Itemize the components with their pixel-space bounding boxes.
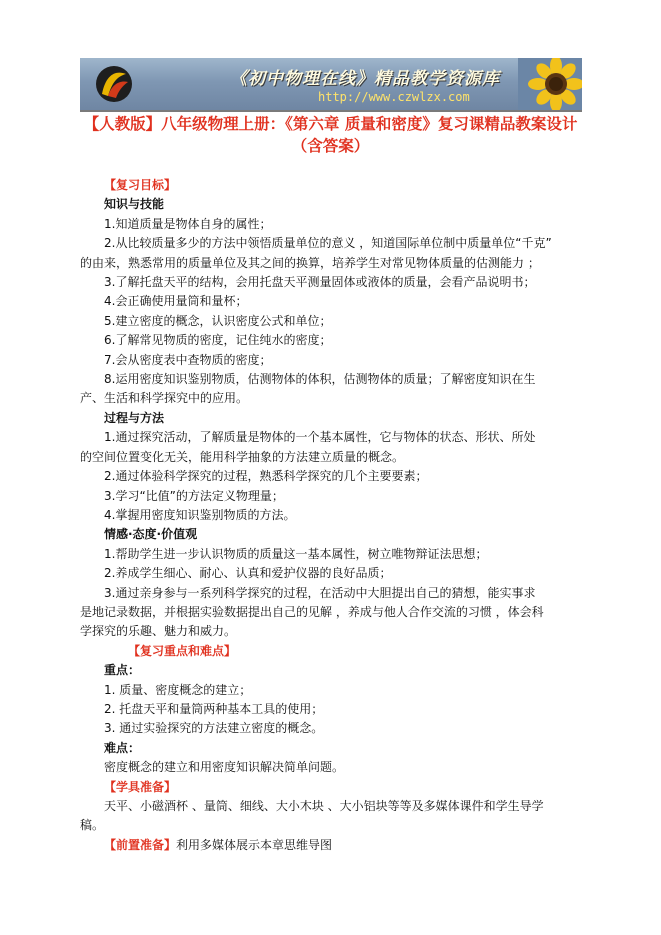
- goals-heading: 【复习目标】: [104, 178, 177, 192]
- pre-prep-text: 利用多媒体展示本章思维导图: [176, 837, 333, 852]
- site-logo-icon: [94, 64, 134, 104]
- emotion-heading: 情感·态度·价值观: [104, 527, 198, 542]
- knowledge-item: 7.会从密度表中查物质的密度；: [104, 352, 272, 367]
- focus-item: 2. 托盘天平和量筒两种基本工具的使用；: [104, 701, 324, 716]
- knowledge-item: 2.从比较质量多少的方法中领悟质量单位的意义 ，知道国际单位制中质量单位“千克”: [104, 236, 552, 251]
- difficulty-heading: 难点：: [104, 740, 141, 755]
- tools-heading: 【学具准备】: [104, 779, 177, 794]
- pre-prep-heading: 【前置准备】: [104, 837, 177, 852]
- banner-divider: [80, 110, 582, 112]
- knowledge-item-cont: 的由来，熟悉常用的质量单位及其之间的换算，培养学生对常见物体质量的估测能力 ；: [80, 255, 540, 270]
- title-line-1: 【人教版】八年级物理上册：《第六章 质量和密度》复习课精品教案设计: [83, 115, 578, 133]
- knowledge-item: 4.会正确使用量筒和量杯；: [104, 294, 248, 309]
- emotion-item: 2.养成学生细心、耐心、认真和爱护仪器的良好品质；: [104, 566, 392, 581]
- knowledge-item: 8.运用密度知识鉴别物质，估测物体的体积，估测物体的质量；了解密度知识在生: [104, 372, 536, 387]
- process-item: 4.掌握用密度知识鉴别物质的方法。: [104, 507, 296, 522]
- process-item: 1.通过探究活动，了解质量是物体的一个基本属性，它与物体的状态、形状、所处: [104, 430, 536, 445]
- process-heading: 过程与方法: [104, 410, 165, 425]
- knowledge-item: 6.了解常见物质的密度，记住纯水的密度；: [104, 333, 332, 348]
- tools-text-cont: 稿。: [80, 818, 105, 833]
- knowledge-item-cont: 产、生活和科学探究中的应用。: [80, 391, 249, 406]
- knowledge-item: 5.建立密度的概念，认识密度公式和单位；: [104, 313, 332, 328]
- emotion-item-cont: 学探究的乐趣、魅力和威力。: [80, 624, 237, 639]
- tools-text: 天平、小磁酒杯 、量筒、细线、大小木块 、大小铝块等等及多媒体课件和学生导学: [104, 799, 544, 813]
- process-item: 3.学习“比值”的方法定义物理量；: [104, 488, 284, 503]
- process-item-cont: 的空间位置变化无关，能用科学抽象的方法建立质量的概念。: [80, 449, 405, 464]
- focus-heading: 重点：: [104, 663, 141, 678]
- title-line-2: （含答案）: [291, 137, 370, 155]
- banner-url[interactable]: http://www.czwlzx.com: [318, 90, 470, 104]
- emotion-item: 3.通过亲身参与一系列科学探究的过程，在活动中大胆提出自己的猜想，能实事求: [104, 585, 536, 600]
- sunflower-icon: [518, 58, 582, 110]
- document-title: [60, 113, 601, 157]
- pre-prep-line: [80, 836, 585, 855]
- banner-title: 《初中物理在线》精品教学资源库: [230, 69, 500, 89]
- knowledge-item: 3.了解托盘天平的结构，会用托盘天平测量固体或液体的质量，会看产品说明书；: [104, 275, 536, 290]
- emotion-item-cont: 是地记录数据，并根据实验数据提出自己的见解 ，养成与他人合作交流的习惯 ，体会科: [80, 604, 544, 619]
- header-banner: [80, 58, 582, 110]
- knowledge-heading: 知识与技能: [104, 197, 165, 212]
- emotion-item: 1.帮助学生进一步认识物质的质量这一基本属性，树立唯物辩证法思想；: [104, 546, 488, 561]
- process-item: 2.通过体验科学探究的过程，熟悉科学探究的几个主要要素；: [104, 469, 428, 484]
- focus-item: 3. 通过实验探究的方法建立密度的概念。: [104, 721, 324, 736]
- document-body: [80, 176, 585, 855]
- focus-item: 1. 质量、密度概念的建立；: [104, 682, 252, 697]
- key-points-heading: 【复习重点和难点】: [128, 643, 237, 658]
- knowledge-item: 1.知道质量是物体自身的属性；: [104, 216, 272, 231]
- difficulty-item: 密度概念的建立和用密度知识解决简单问题。: [104, 760, 345, 775]
